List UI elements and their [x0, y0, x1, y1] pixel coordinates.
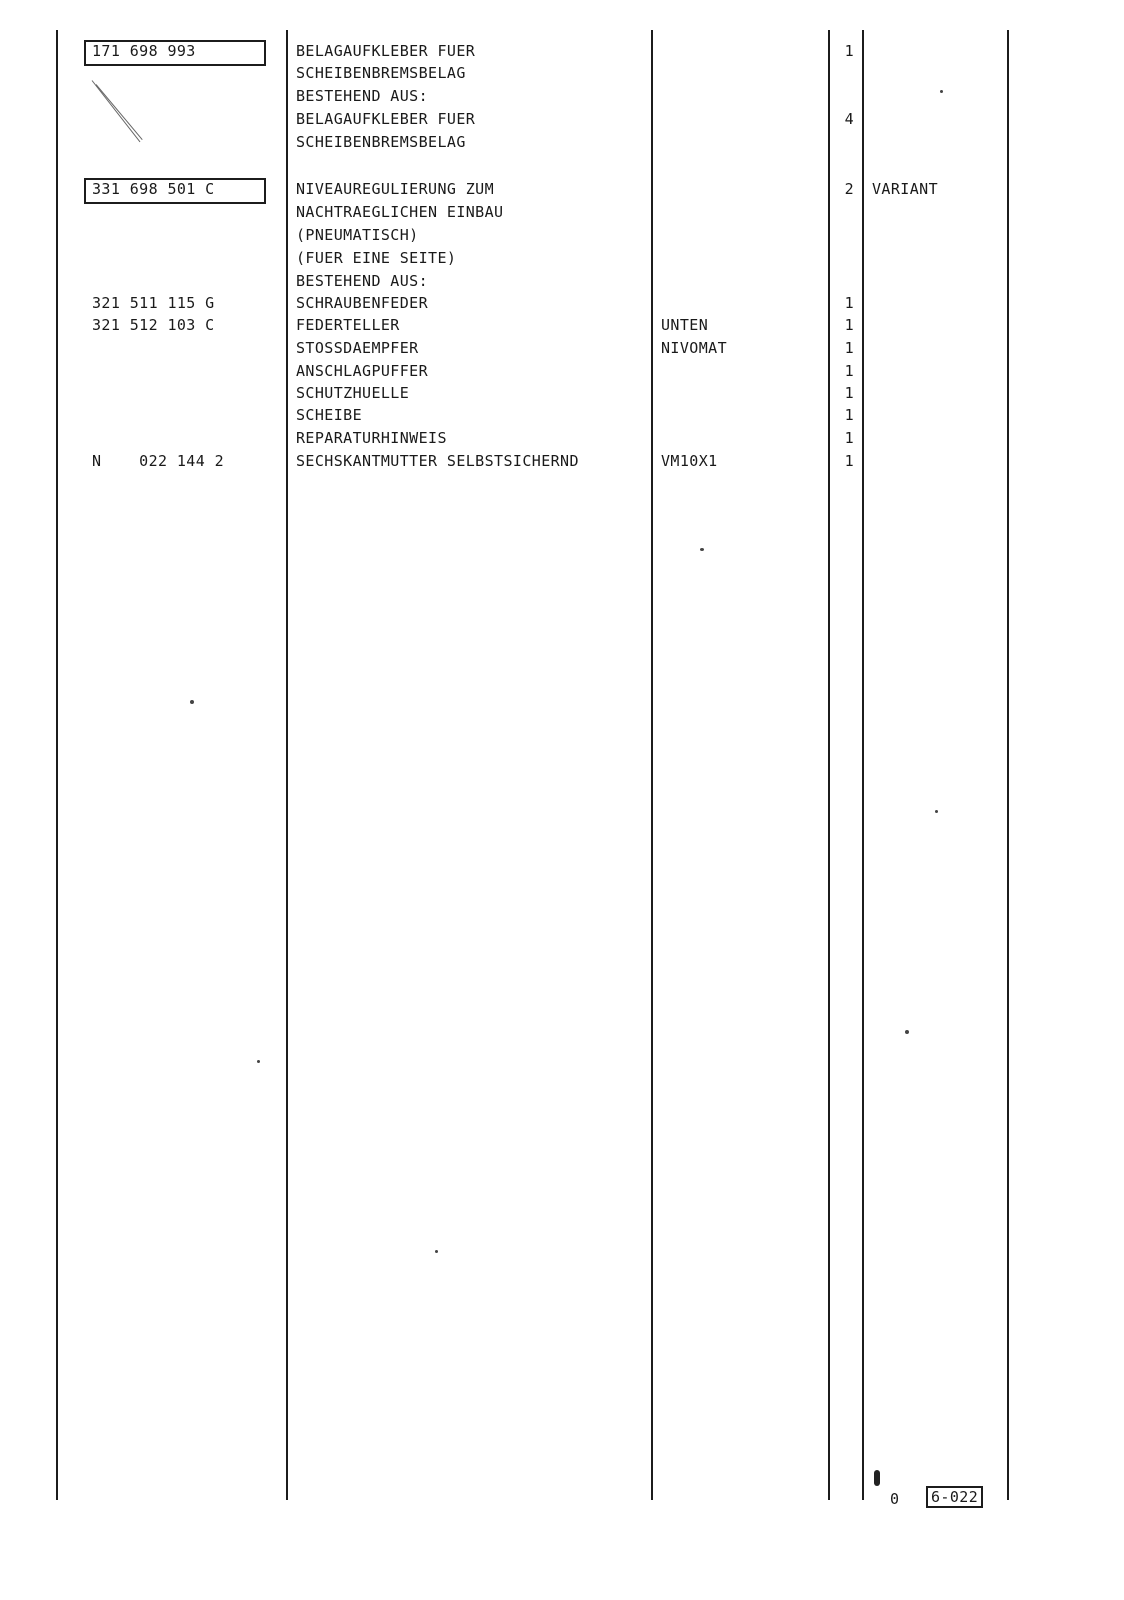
column-rule-left: [56, 30, 58, 1500]
quantity: 1: [844, 316, 854, 334]
ink-blot: [874, 1470, 880, 1486]
description: BELAGAUFKLEBER FUER: [296, 110, 476, 128]
quantity: 1: [844, 339, 854, 357]
description: REPARATURHINWEIS: [296, 429, 447, 447]
scan-speck: [700, 548, 704, 551]
description: SCHEIBENBREMSBELAG: [296, 133, 466, 151]
pencil-stroke: [96, 84, 143, 140]
part-number: 321 512 103 C: [92, 316, 215, 334]
description: SECHSKANTMUTTER SELBSTSICHERND: [296, 452, 579, 470]
description: FEDERTELLER: [296, 316, 400, 334]
column-rule-qty-remark: [862, 30, 864, 1500]
description: NIVEAUREGULIERUNG ZUM: [296, 180, 495, 198]
column-rule-right: [1007, 30, 1009, 1500]
description: SCHEIBENBREMSBELAG: [296, 64, 466, 82]
column-rule-desc-note: [651, 30, 653, 1500]
scan-speck: [435, 1250, 438, 1253]
description: SCHRAUBENFEDER: [296, 294, 429, 312]
scan-speck: [935, 810, 938, 813]
quantity: 4: [844, 110, 854, 128]
description: BESTEHEND AUS:: [296, 87, 429, 105]
quantity: 1: [844, 452, 854, 470]
description: ANSCHLAGPUFFER: [296, 362, 429, 380]
remark: VARIANT: [872, 180, 939, 198]
description: STOSSDAEMPFER: [296, 339, 419, 357]
quantity: 1: [844, 384, 854, 402]
note: UNTEN: [661, 316, 709, 334]
part-number: 171 698 993: [92, 42, 196, 60]
description: BELAGAUFKLEBER FUER: [296, 42, 476, 60]
quantity: 1: [844, 406, 854, 424]
description: NACHTRAEGLICHEN EINBAU: [296, 203, 504, 221]
scan-speck: [905, 1030, 909, 1034]
quantity: 1: [844, 362, 854, 380]
column-rule-part-desc: [286, 30, 288, 1500]
description: (PNEUMATISCH): [296, 226, 419, 244]
scan-speck: [257, 1060, 260, 1063]
part-number: 331 698 501 C: [92, 180, 215, 198]
description: (FUER EINE SEITE): [296, 249, 457, 267]
footer-marker: 0: [890, 1490, 900, 1508]
note: VM10X1: [661, 452, 718, 470]
column-rule-note-qty: [828, 30, 830, 1500]
description: SCHEIBE: [296, 406, 363, 424]
quantity: 1: [844, 294, 854, 312]
page-code: 6-022: [926, 1486, 983, 1508]
quantity: 1: [844, 42, 854, 60]
quantity: 1: [844, 429, 854, 447]
scan-speck: [940, 90, 943, 93]
part-number: 321 511 115 G: [92, 294, 215, 312]
description: SCHUTZHUELLE: [296, 384, 410, 402]
description: BESTEHEND AUS:: [296, 272, 429, 290]
scan-speck: [190, 700, 194, 704]
note: NIVOMAT: [661, 339, 728, 357]
part-number: N 022 144 2: [92, 452, 225, 470]
quantity: 2: [844, 180, 854, 198]
